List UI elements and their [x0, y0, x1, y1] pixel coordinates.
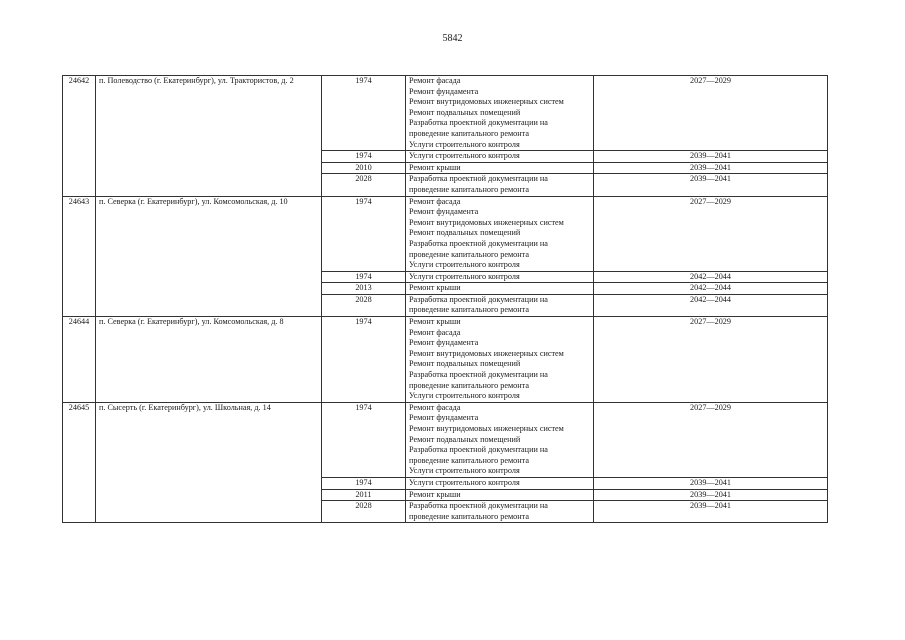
- work-item: Разработка проектной документации на: [409, 118, 548, 128]
- address-cell: п. Северка (г. Екатеринбург), ул. Комсомольская, д. 8: [96, 317, 322, 403]
- work-item: Ремонт подвальных помещений: [409, 107, 521, 117]
- works-cell: [406, 402, 594, 477]
- object-id-cell: 24644: [63, 317, 96, 403]
- year-cell: 1974: [322, 477, 406, 489]
- work-item: Ремонт фасада: [409, 402, 461, 412]
- works-cell: [406, 271, 594, 283]
- works-cell: [406, 501, 594, 523]
- works-cell: [406, 151, 594, 163]
- page-number: 5842: [442, 33, 463, 44]
- year-cell: 2028: [322, 174, 406, 196]
- period-cell: 2042—2044: [594, 294, 828, 316]
- object-id-cell: 24645: [63, 402, 96, 523]
- work-item: Ремонт внутридомовых инженерных систем: [409, 97, 564, 107]
- period-cell: 2039—2041: [594, 501, 828, 523]
- work-item: Ремонт внутридомовых инженерных систем: [409, 348, 564, 358]
- work-item: Ремонт фундамента: [409, 86, 479, 96]
- work-item: Услуги строительного контроля: [409, 477, 520, 487]
- work-item: Разработка проектной документации на: [409, 294, 548, 304]
- work-item: Ремонт фасада: [409, 327, 461, 337]
- work-item: Ремонт внутридомовых инженерных систем: [409, 424, 564, 433]
- period-cell: 2027—2029: [594, 196, 828, 271]
- period-cell: 2027—2029: [594, 402, 828, 477]
- works-cell: [406, 489, 594, 501]
- table-body: [63, 76, 828, 523]
- period-cell: 2039—2041: [594, 489, 828, 501]
- work-item: Ремонт фасада: [409, 196, 461, 206]
- works-cell: [406, 162, 594, 174]
- year-cell: 1974: [322, 151, 406, 163]
- object-id-cell: 24642: [63, 76, 96, 197]
- year-cell: 2011: [322, 489, 406, 501]
- work-item: Ремонт подвальных помещений: [409, 228, 521, 238]
- table-row: [63, 76, 828, 151]
- work-item: проведение капитального ремонта: [409, 128, 529, 138]
- period-cell: 2039—2041: [594, 162, 828, 174]
- work-item: Ремонт внутридомовых инженерных систем: [409, 217, 564, 227]
- work-item: Услуги строительного контроля: [409, 466, 520, 476]
- work-item: Разработка проектной документации на: [409, 238, 548, 248]
- work-item: Ремонт крыши: [409, 283, 461, 293]
- works-cell: [406, 196, 594, 271]
- works-cell: [406, 76, 594, 151]
- year-cell: 2013: [322, 283, 406, 295]
- table-row: [63, 196, 828, 271]
- work-item: Разработка проектной документации на: [409, 445, 548, 455]
- object-id-cell: 24643: [63, 196, 96, 317]
- year-cell: 1974: [322, 76, 406, 151]
- works-cell: [406, 283, 594, 295]
- work-item: проведение капитального ремонта: [409, 249, 529, 259]
- work-item: Ремонт фундамента: [409, 413, 479, 423]
- work-item: проведение капитального ремонта: [409, 380, 529, 390]
- period-cell: 2027—2029: [594, 317, 828, 403]
- work-item: Ремонт подвальных помещений: [409, 434, 521, 444]
- work-item: проведение капитального ремонта: [409, 184, 529, 194]
- period-cell: 2042—2044: [594, 283, 828, 295]
- work-item: Ремонт крыши: [409, 317, 461, 327]
- period-cell: 2039—2041: [594, 477, 828, 489]
- address-cell: п. Сысерть (г. Екатеринбург), ул. Школьная, д. 14: [96, 402, 322, 523]
- year-cell: 2028: [322, 294, 406, 316]
- work-item: проведение капитального ремонта: [409, 455, 529, 465]
- capital-repair-table: [62, 75, 828, 523]
- address-cell: п. Полеводство (г. Екатеринбург), ул. Трактористов, д. 2: [96, 76, 322, 197]
- table-row: [63, 402, 828, 477]
- year-cell: 1974: [322, 196, 406, 271]
- works-cell: [406, 294, 594, 316]
- period-cell: 2039—2041: [594, 174, 828, 196]
- year-cell: 2028: [322, 501, 406, 523]
- work-item: Ремонт крыши: [409, 489, 461, 499]
- work-item: Услуги строительного контроля: [409, 151, 520, 161]
- work-item: проведение капитального ремонта: [409, 305, 529, 315]
- year-cell: 1974: [322, 271, 406, 283]
- year-cell: 1974: [322, 317, 406, 403]
- work-item: Разработка проектной документации на: [409, 370, 548, 380]
- work-item: Ремонт крыши: [409, 162, 461, 172]
- works-cell: [406, 174, 594, 196]
- work-item: Разработка проектной документации на: [409, 501, 548, 511]
- year-cell: 2010: [322, 162, 406, 174]
- work-item: Услуги строительного контроля: [409, 260, 520, 270]
- work-item: проведение капитального ремонта: [409, 511, 529, 521]
- work-item: Ремонт подвальных помещений: [409, 359, 521, 369]
- work-item: Услуги строительного контроля: [409, 391, 520, 401]
- work-item: Ремонт фасада: [409, 76, 461, 85]
- work-item: Услуги строительного контроля: [409, 139, 520, 149]
- address-cell: п. Северка (г. Екатеринбург), ул. Комсомольская, д. 10: [96, 196, 322, 317]
- year-cell: 1974: [322, 402, 406, 477]
- work-item: Ремонт фундамента: [409, 207, 479, 217]
- works-cell: [406, 317, 594, 403]
- work-item: Ремонт фундамента: [409, 338, 479, 348]
- work-item: Разработка проектной документации на: [409, 174, 548, 184]
- period-cell: 2042—2044: [594, 271, 828, 283]
- table-row: [63, 317, 828, 403]
- works-cell: [406, 477, 594, 489]
- work-item: Услуги строительного контроля: [409, 271, 520, 281]
- period-cell: 2039—2041: [594, 151, 828, 163]
- period-cell: 2027—2029: [594, 76, 828, 151]
